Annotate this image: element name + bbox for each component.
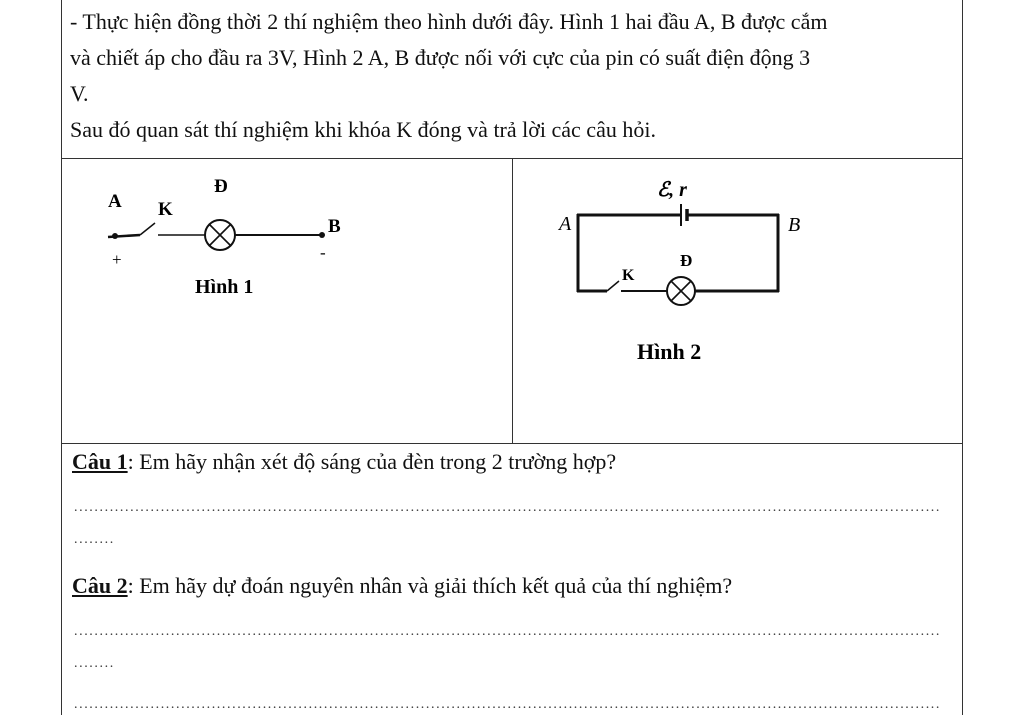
- question-1-text: : Em hãy nhận xét độ sáng của đèn trong 2 trường hợp?: [127, 449, 617, 474]
- table-border-left: [61, 0, 62, 715]
- fig1-label-k: K: [158, 199, 173, 220]
- question-2-text: : Em hãy dự đoán nguyên nhân và giải thích kết quả của thí nghiệm?: [127, 573, 733, 598]
- fig1-lamp: [205, 220, 235, 250]
- table-border-right: [962, 0, 963, 715]
- question-1: [72, 447, 616, 477]
- fig2-caption: Hình 2: [637, 339, 702, 364]
- answer-trailing-line[interactable]: ..........................................................................................................................................................................: [74, 697, 941, 712]
- fig2-lamp: [667, 277, 695, 305]
- fig2-label-emf: ℰ, r: [657, 179, 687, 201]
- fig1-plus-sign: +: [112, 250, 122, 269]
- answer-2-line-2[interactable]: ........: [74, 656, 115, 671]
- question-1-label: Câu 1: [72, 449, 128, 474]
- fig1-caption: Hình 1: [195, 276, 254, 298]
- fig2-label-b: B: [788, 214, 801, 236]
- question-2: [72, 571, 732, 601]
- fig2-label-d: Đ: [680, 251, 693, 270]
- fig2-battery: [681, 204, 687, 226]
- table-divider-middle: [512, 158, 513, 444]
- figure-2-circuit: [545, 168, 825, 368]
- figure-1-circuit: [100, 165, 360, 305]
- intro-text: [70, 4, 956, 148]
- fig2-label-k: K: [622, 267, 635, 284]
- fig1-label-d: Đ: [214, 176, 228, 197]
- fig1-label-b: B: [328, 216, 341, 237]
- intro-line-4: Sau đó quan sát thí nghiệm khi khóa K đóng và trả lời các câu hỏi.: [70, 117, 656, 142]
- fig1-switch-k: [140, 223, 155, 235]
- answer-2-line-1[interactable]: ..........................................................................................................................................................................: [74, 624, 941, 639]
- answer-1-line-2[interactable]: ........: [74, 532, 115, 547]
- intro-line-2: và chiết áp cho đầu ra 3V, Hình 2 A, B được nối với cực của pin có suất điện động 3: [70, 45, 811, 70]
- fig2-switch-k: [607, 281, 619, 291]
- answer-1-line-1[interactable]: ..........................................................................................................................................................................: [74, 500, 941, 515]
- table-divider-bottom: [61, 443, 963, 444]
- fig1-terminal-b: [319, 232, 325, 238]
- intro-line-1: - Thực hiện đồng thời 2 thí nghiệm theo hình dưới đây. Hình 1 hai đầu A, B được cắm: [70, 9, 828, 34]
- intro-line-3: V.: [70, 81, 89, 106]
- fig2-label-a: A: [559, 213, 572, 235]
- question-2-label: Câu 2: [72, 573, 128, 598]
- fig1-minus-sign: -: [320, 243, 326, 262]
- fig1-label-a: A: [108, 191, 122, 212]
